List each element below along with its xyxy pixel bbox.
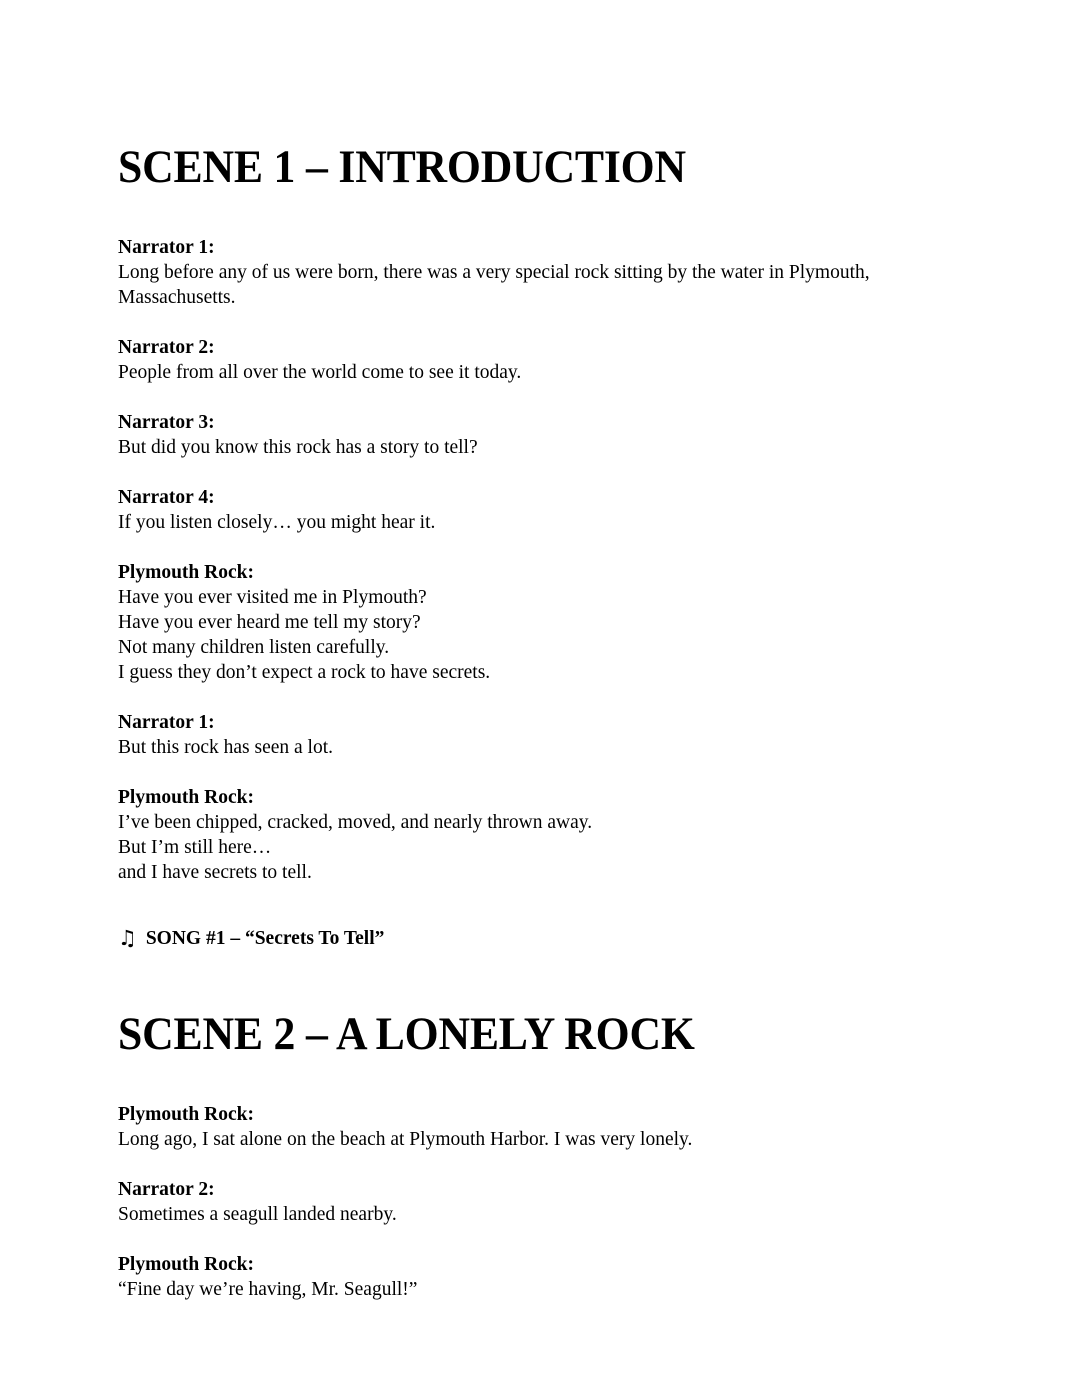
- dialogue-line: People from all over the world come to see it today.: [118, 362, 522, 383]
- dialogue-line: Long ago, I sat alone on the beach at Plymouth Harbor. I was very lonely.: [118, 1129, 693, 1150]
- scene-heading-2: SCENE 2 – A LONELY ROCK: [118, 1008, 695, 1060]
- dialogue-line: Not many children listen carefully.: [118, 637, 390, 658]
- dialogue-block: [118, 560, 956, 685]
- speaker-label: Narrator 4:: [118, 487, 215, 508]
- speaker-label: Narrator 2:: [118, 337, 215, 358]
- dialogue-line: I’ve been chipped, cracked, moved, and nearly thrown away.: [118, 812, 593, 833]
- dialogue-block: [118, 235, 956, 310]
- dialogue-line: “Fine day we’re having, Mr. Seagull!”: [118, 1279, 418, 1300]
- dialogue-block: [118, 710, 956, 760]
- dialogue-block: [118, 1177, 956, 1227]
- dialogue-block: [118, 410, 956, 460]
- dialogue-line: But this rock has seen a lot.: [118, 737, 334, 758]
- dialogue-line: But I’m still here…: [118, 837, 272, 858]
- speaker-label: Plymouth Rock:: [118, 562, 254, 583]
- scene-heading-1: SCENE 1 – INTRODUCTION: [118, 141, 686, 193]
- scene-section-1: [118, 141, 956, 951]
- dialogue-line: Have you ever visited me in Plymouth?: [118, 587, 427, 608]
- document-content: [118, 141, 956, 1302]
- music-note-icon: ♫: [118, 926, 137, 950]
- dialogue-line: Long before any of us were born, there was a very special rock sitting by the water in Plymouth, Massachusetts.: [118, 262, 870, 308]
- dialogue-block: [118, 1252, 956, 1302]
- dialogue-line: If you listen closely… you might hear it.: [118, 512, 436, 533]
- dialogue-line: Have you ever heard me tell my story?: [118, 612, 421, 633]
- dialogue-block: [118, 485, 956, 535]
- speaker-label: Narrator 3:: [118, 412, 215, 433]
- speaker-label: Plymouth Rock:: [118, 787, 254, 808]
- scene-section-2: [118, 1008, 956, 1302]
- dialogue-block: [118, 335, 956, 385]
- song-cue-label: SONG #1 – “Secrets To Tell”: [145, 928, 385, 949]
- dialogue-line: Sometimes a seagull landed nearby.: [118, 1204, 397, 1225]
- song-cue: [118, 926, 956, 951]
- speaker-label: Narrator 1:: [118, 237, 215, 258]
- dialogue-line: I guess they don’t expect a rock to have secrets.: [118, 662, 491, 683]
- dialogue-block: [118, 785, 956, 885]
- dialogue-block: [118, 1102, 956, 1152]
- dialogue-line: and I have secrets to tell.: [118, 862, 312, 883]
- dialogue-line: But did you know this rock has a story to tell?: [118, 437, 478, 458]
- speaker-label: Narrator 1:: [118, 712, 215, 733]
- speaker-label: Plymouth Rock:: [118, 1254, 254, 1275]
- speaker-label: Narrator 2:: [118, 1179, 215, 1200]
- speaker-label: Plymouth Rock:: [118, 1104, 254, 1125]
